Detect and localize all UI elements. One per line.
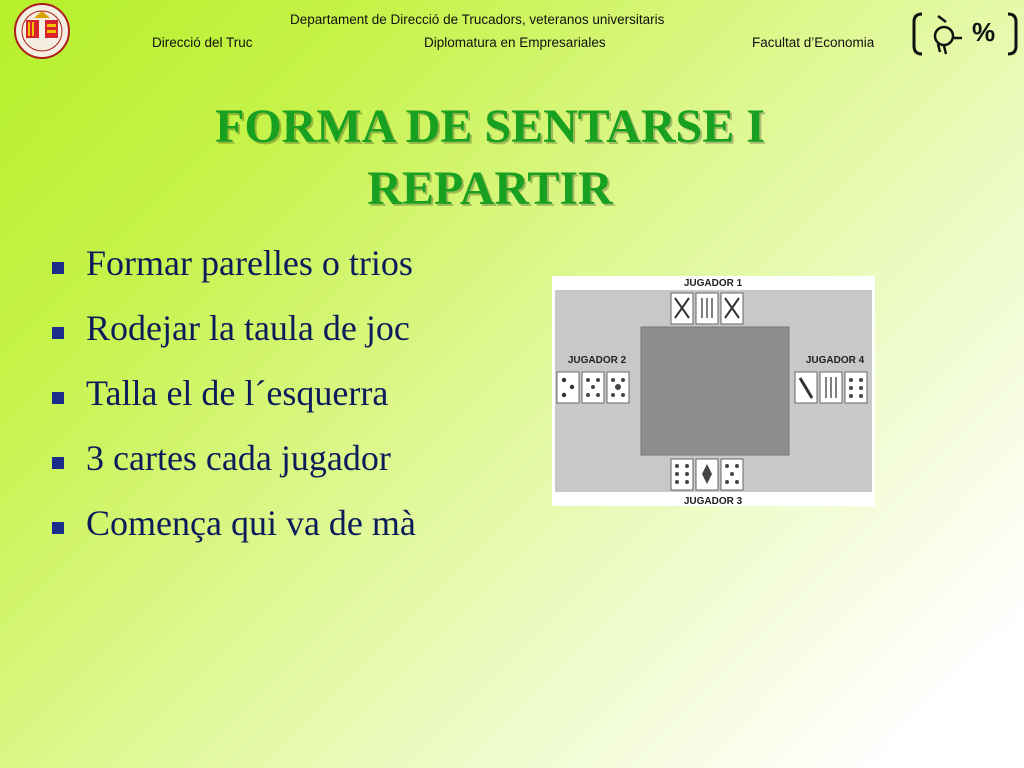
- bullet-square-icon: [52, 522, 64, 534]
- bullet-square-icon: [52, 392, 64, 404]
- bullet-text: Formar parelles o trios: [86, 243, 413, 283]
- slide-title: [0, 96, 980, 220]
- faculty-brand-icon: [910, 8, 1020, 60]
- header-middle-label: Diplomatura en Empresariales: [424, 35, 606, 50]
- bullet-text: Talla el de l´esquerra: [86, 373, 389, 413]
- department-name: Departament de Direcció de Trucadors, veteranos universitaris: [290, 12, 665, 27]
- bullet-text: Comença qui va de mà: [86, 503, 416, 543]
- bullet-text: 3 cartes cada jugador: [86, 438, 391, 478]
- university-seal-logo: [4, 2, 80, 60]
- title-line-2: REPARTIR: [367, 162, 613, 215]
- player-4-label: JUGADOR 4: [805, 355, 865, 366]
- slide-header: [0, 0, 1024, 70]
- header-left-label: Direcció del Truc: [152, 35, 253, 50]
- bullet-square-icon: [52, 327, 64, 339]
- player-1-cards: [671, 293, 743, 324]
- player-2-cards: [557, 372, 629, 403]
- bullet-square-icon: [52, 457, 64, 469]
- player-3-cards: [671, 459, 743, 490]
- percent-symbol: %: [972, 17, 996, 47]
- player-4-cards: [795, 372, 867, 403]
- player-1-label: JUGADOR 1: [683, 278, 743, 289]
- title-line-1: FORMA DE SENTARSE I: [215, 100, 765, 153]
- player-2-label: JUGADOR 2: [567, 355, 627, 366]
- card-table-diagram: [552, 276, 875, 506]
- player-3-label: JUGADOR 3: [683, 496, 743, 506]
- header-right-label: Facultat d’Economia: [752, 35, 875, 50]
- bullet-square-icon: [52, 262, 64, 274]
- bullet-text: Rodejar la taula de joc: [86, 308, 410, 348]
